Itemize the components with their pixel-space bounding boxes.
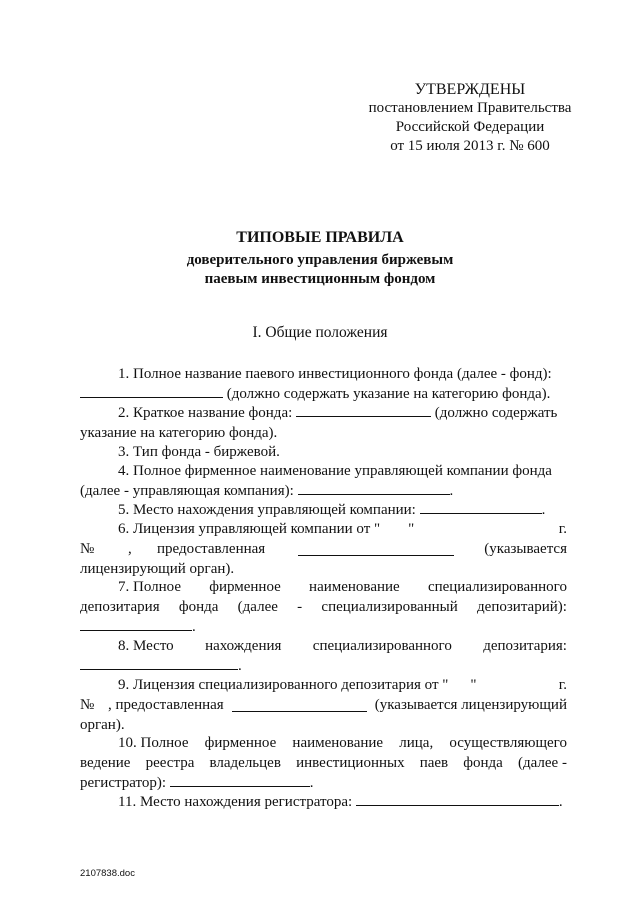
clause-text: г. [558, 521, 567, 537]
clause-text: № [80, 541, 95, 557]
title-main: ТИПОВЫЕ ПРАВИЛА [236, 229, 404, 246]
clause-text: лицензирующий орган). [80, 561, 235, 577]
approval-line: Российской Федерации [395, 119, 545, 135]
approval-heading: УТВЕРЖДЕНЫ [414, 81, 526, 98]
clause-2 [80, 403, 567, 443]
clause-text: 9. Лицензия специализированного депозитария от " [118, 677, 449, 693]
clause-text: г. [558, 677, 567, 693]
clause-word: фонда [178, 599, 219, 615]
clause-text: орган). [80, 717, 125, 733]
clause-text: 3. Тип фонда - биржевой. [118, 444, 280, 460]
clause-1 [80, 364, 567, 404]
clause-word: специализированного [312, 638, 452, 654]
clause-word: депозитария: [483, 638, 567, 654]
clause-text: 6. Лицензия управляющей компании от " [118, 521, 381, 537]
fill-blank [420, 500, 542, 514]
clause-word: нахождения [205, 638, 282, 654]
fill-blank [356, 792, 559, 806]
clause-word: реестра [145, 755, 195, 771]
clause-word: владельцев [209, 755, 281, 771]
title-sub: паевым инвестиционным фондом [204, 271, 436, 287]
clause-word: депозитария [80, 599, 160, 615]
file-name-footer: 2107838.doc [80, 868, 135, 879]
clause-text: регистратор): [80, 775, 167, 791]
clause-text: (должно содержать указание на категорию фонда). [226, 386, 551, 402]
clause-word: депозитарий): [477, 599, 567, 615]
clause-text: (должно содержать [434, 405, 558, 421]
clause-text: предоставленная [157, 541, 266, 557]
clause-text: . [238, 658, 242, 674]
clause-text: , предоставленная [108, 697, 224, 713]
clause-text: . [541, 502, 546, 518]
clause-word: специализированного [427, 579, 567, 595]
fill-blank [298, 481, 450, 495]
clause-word: наименование [309, 579, 400, 595]
clause-text: " [470, 677, 477, 693]
clause-text: 2. Краткое название фонда: [118, 405, 293, 421]
clause-text: 1. Полное название паевого инвестиционного фонда (далее - фонд): [118, 366, 552, 382]
fill-blank [298, 542, 454, 556]
fill-blank [80, 384, 223, 398]
clause-5 [80, 500, 567, 520]
fill-blank [232, 698, 367, 712]
approval-line: от 15 июля 2013 г. № 600 [390, 138, 550, 154]
clause-9 [80, 675, 567, 735]
clause-text: . [449, 483, 454, 499]
title-sub: доверительного управления биржевым [186, 252, 454, 268]
clause-word: - [297, 599, 303, 615]
clause-text: 5. Место нахождения управляющей компании: [118, 502, 416, 518]
clause-word: фирменное [204, 735, 277, 751]
fill-blank [80, 617, 192, 631]
clause-word: паев [419, 755, 449, 771]
clause-text: (указывается [484, 541, 567, 557]
clause-word: инвестиционных [296, 755, 405, 771]
document-title [0, 228, 640, 289]
clause-word: (далее [237, 599, 278, 615]
clause-text: . [309, 775, 314, 791]
approval-block [340, 80, 600, 156]
fill-blank [80, 656, 238, 670]
clause-text: (указывается лицензирующий [374, 697, 567, 713]
fill-blank [296, 403, 431, 417]
clause-word: 7. Полное [118, 579, 181, 595]
clause-4 [80, 461, 567, 501]
clause-8 [80, 636, 567, 676]
clause-word: специализированный [321, 599, 458, 615]
clause-word: наименование [292, 735, 384, 751]
clause-word: ведение [80, 755, 131, 771]
clause-word: фонда [463, 755, 503, 771]
clause-text: указание на категорию фонда). [80, 425, 278, 441]
clause-text: . [558, 794, 563, 810]
clause-text: 4. Полное фирменное наименование управляющей компании фонда [118, 463, 552, 479]
section-heading: I. Общие положения [252, 324, 388, 341]
clause-word: лица, [399, 735, 434, 751]
clause-text: № [80, 697, 95, 713]
fill-blank [170, 773, 310, 787]
clause-word: осуществляющего [449, 735, 567, 751]
clause-text: . [192, 619, 196, 635]
clause-10 [80, 733, 567, 793]
clause-6 [80, 519, 567, 579]
clause-3 [80, 442, 567, 462]
clause-text: , [128, 541, 132, 557]
clause-7 [80, 577, 567, 637]
clause-word: 10. Полное [118, 735, 189, 751]
clause-11 [80, 792, 567, 812]
clause-text: " [408, 521, 415, 537]
clause-word: фирменное [209, 579, 281, 595]
clause-text: (далее - управляющая компания): [80, 483, 294, 499]
approval-line: постановлением Правительства [368, 100, 572, 116]
clause-word: (далее - [517, 755, 567, 771]
clause-text: 11. Место нахождения регистратора: [118, 794, 353, 810]
clause-word: 8. Место [118, 638, 174, 654]
